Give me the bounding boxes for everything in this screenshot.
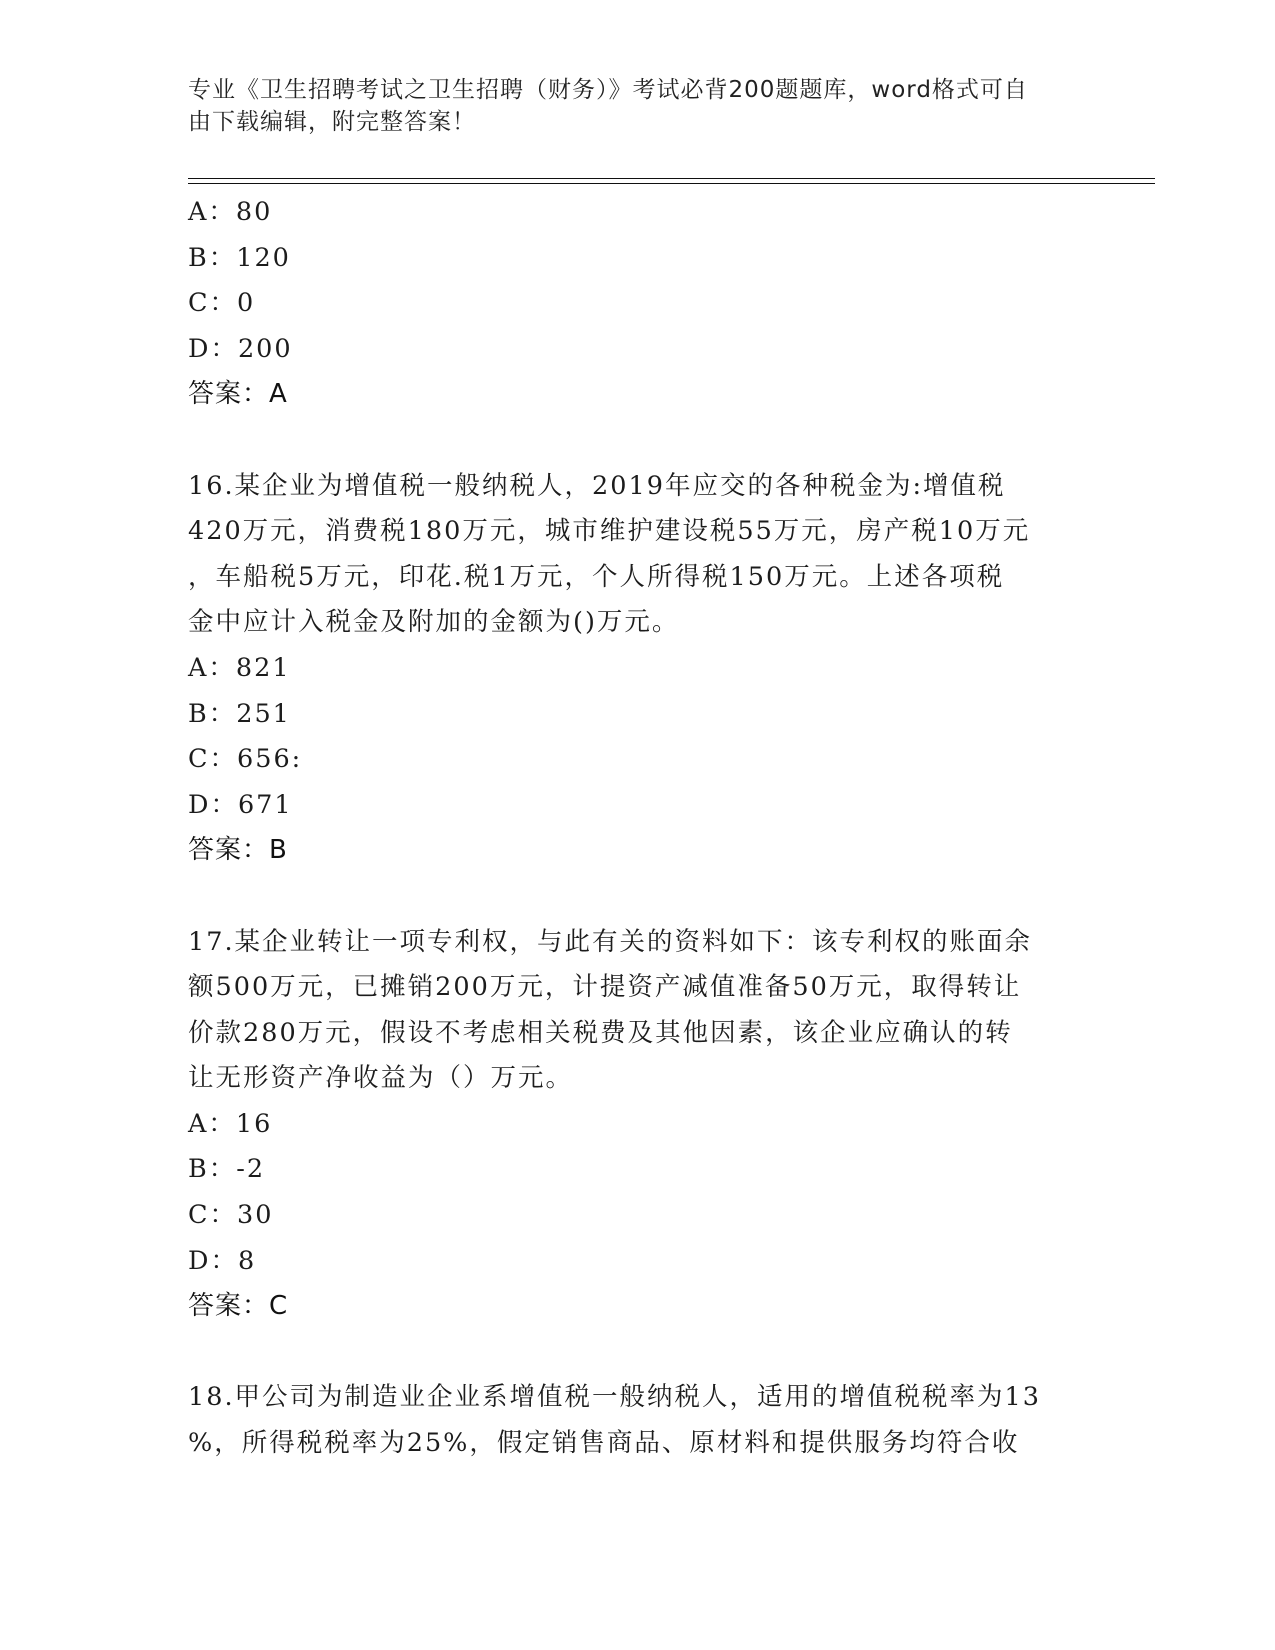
question-stem-line: 17.某企业转让一项专利权，与此有关的资料如下：该专利权的账面余	[188, 926, 1033, 957]
option-d: D：8	[188, 1245, 257, 1276]
answer-label: 答案：A	[188, 379, 288, 410]
question-17	[188, 920, 1088, 1330]
option-b: B：-2	[188, 1154, 266, 1185]
question-stem-line: 价款280万元，假设不考虑相关税费及其他因素，该企业应确认的转	[188, 1017, 1013, 1048]
question-18	[188, 1375, 1088, 1466]
option-d: D：671	[188, 789, 293, 820]
header-divider-bottom	[188, 183, 1155, 184]
question-stem-line: 额500万元，已摊销200万元，计提资产减值准备50万元，取得转让	[188, 972, 1022, 1003]
option-b: B：251	[188, 698, 291, 729]
question-list	[188, 190, 1088, 1467]
question-stem-line: 金中应计入税金及附加的金额为()万元。	[188, 607, 680, 638]
option-a: A：16	[188, 1108, 273, 1139]
document-header	[188, 74, 1068, 138]
option-a: A：821	[188, 652, 291, 683]
question-stem-line: ，车船税5万元，印花.税1万元，个人所得税150万元。上述各项税	[188, 561, 1005, 592]
option-c: C：656:	[188, 744, 303, 775]
option-c: C：0	[188, 288, 256, 319]
question-spacer	[188, 418, 1088, 464]
answer-label: 答案：C	[188, 1291, 289, 1322]
option-b: B：120	[188, 242, 291, 273]
header-divider-top	[188, 178, 1155, 179]
question-stem-line: 18.甲公司为制造业企业系增值税一般纳税人，适用的增值税税率为13	[188, 1382, 1042, 1413]
question-stem-line: %，所得税税率为25%，假定销售商品、原材料和提供服务均符合收	[188, 1428, 1020, 1459]
question-15-tail	[188, 190, 1088, 418]
question-stem-line: 16.某企业为增值税一般纳税人，2019年应交的各种税金为:增值税	[188, 470, 1006, 501]
option-c: C：30	[188, 1200, 274, 1231]
question-stem-line: 让无形资产净收益为（）万元。	[188, 1063, 574, 1094]
answer-label: 答案：B	[188, 835, 288, 866]
question-spacer	[188, 1330, 1088, 1376]
option-d: D：200	[188, 333, 293, 364]
option-a: A：80	[188, 197, 273, 227]
header-line-2: 由下载编辑，附完整答案！	[188, 109, 476, 135]
question-16	[188, 464, 1088, 874]
header-line-1: 专业《卫生招聘考试之卫生招聘（财务）》考试必背200题题库，word格式可自	[188, 77, 1028, 103]
question-spacer	[188, 874, 1088, 920]
question-stem-line: 420万元，消费税180万元，城市维护建设税55万元，房产税10万元	[188, 516, 1031, 547]
